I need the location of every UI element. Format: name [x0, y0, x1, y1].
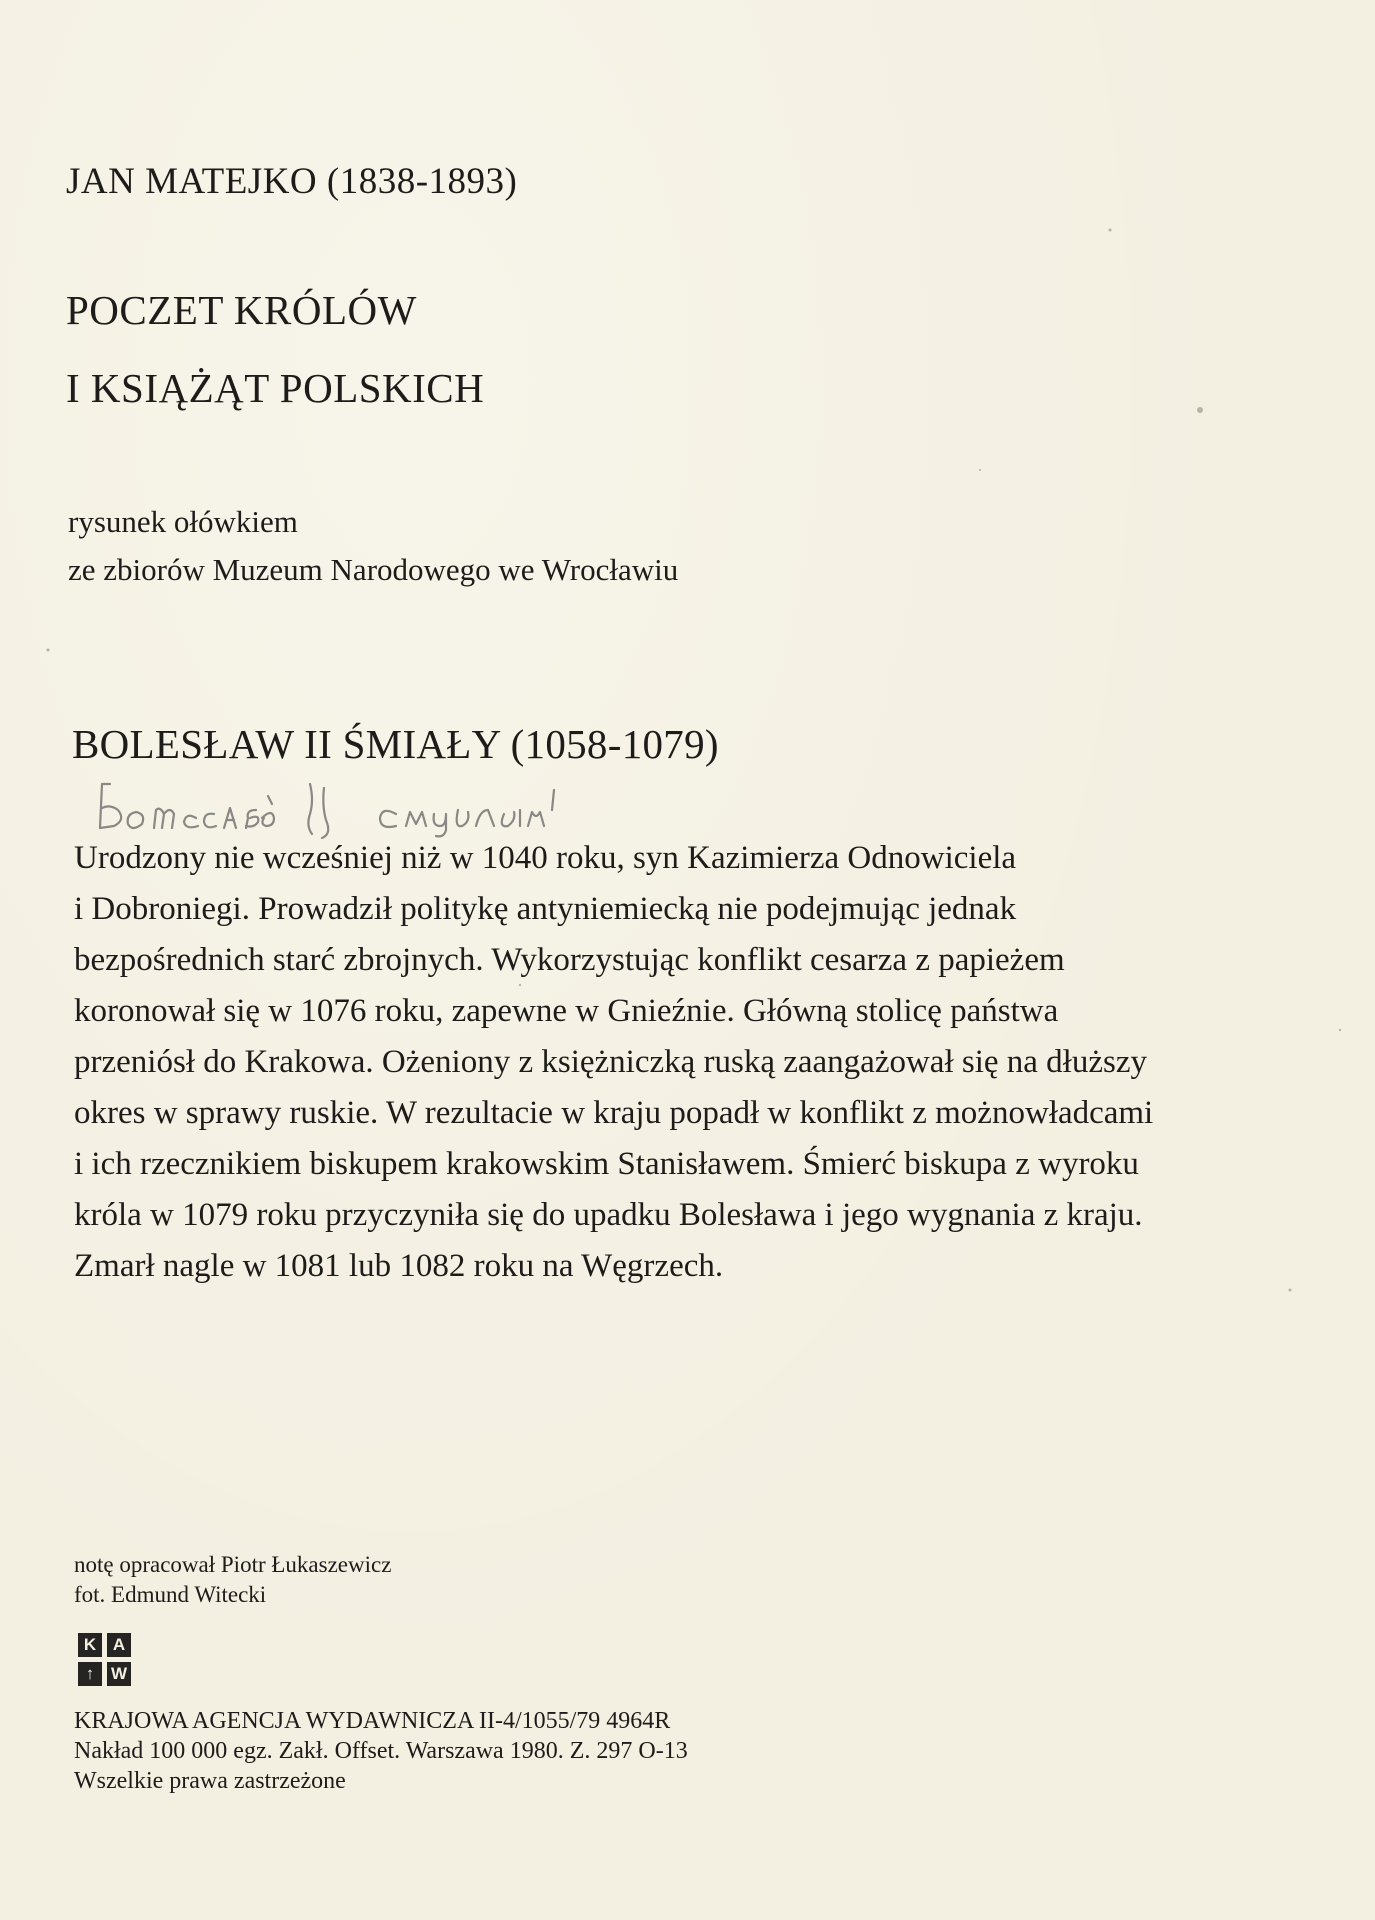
king-heading: BOLESŁAW II ŚMIAŁY (1058-1079) — [72, 721, 719, 767]
body-line: i ich rzecznikiem biskupem krakowskim Stanisławem. Śmierć biskupa z wyroku — [74, 1146, 1139, 1182]
logo-letter: W — [107, 1662, 131, 1686]
body-line: króla w 1079 roku przyczyniła się do upadku Bolesława i jego wygnania z kraju. — [74, 1197, 1143, 1233]
author-line: JAN MATEJKO (1838-1893) — [66, 161, 518, 202]
title-line-1: POCZET KRÓLÓW — [66, 287, 417, 333]
body-line: Urodzony nie wcześniej niż w 1040 roku, syn Kazimierza Odnowiciela — [74, 840, 1017, 876]
logo-letter: ↑ — [78, 1662, 102, 1686]
body-line: okres w sprawy ruskie. W rezultacie w kraju popadł w konflikt z możnowładcami — [74, 1095, 1154, 1131]
publisher-line-3: Wszelkie prawa zastrzeżone — [74, 1768, 346, 1794]
logo-letter: K — [78, 1633, 102, 1657]
publisher-logo-icon — [78, 1633, 134, 1689]
subtitle-collection: ze zbiorów Muzeum Narodowego we Wrocławiu — [68, 552, 679, 587]
photo-credit: fot. Edmund Witecki — [74, 1582, 267, 1607]
body-line: i Dobroniegi. Prowadził politykę antyniemiecką nie podejmując jednak — [74, 891, 1017, 927]
logo-letter: A — [107, 1633, 131, 1657]
body-line: Zmarł nagle w 1081 lub 1082 roku na Węgrzech. — [74, 1248, 724, 1284]
body-line: koronował się w 1076 roku, zapewne w Gnieźnie. Główną stolicę państwa — [74, 993, 1059, 1029]
publisher-info — [74, 1706, 688, 1796]
publisher-line-1: KRAJOWA AGENCJA WYDAWNICZA II-4/1055/79 4964R — [74, 1708, 671, 1734]
note-author-credit: notę opracował Piotr Łukaszewicz — [74, 1552, 392, 1577]
publisher-line-2: Nakład 100 000 egz. Zakł. Offset. Warszawa 1980. Z. 297 O-13 — [74, 1738, 688, 1764]
subtitle-medium: rysunek ołówkiem — [68, 504, 298, 539]
biography-paragraph — [74, 833, 1234, 1292]
credits — [74, 1550, 391, 1610]
title-line-2: I KSIĄŻĄT POLSKICH — [66, 365, 485, 411]
handwritten-annotation — [96, 770, 656, 840]
body-line: przeniósł do Krakowa. Ożeniony z księżniczką ruską zaangażował się na dłuższy — [74, 1044, 1147, 1080]
body-line: bezpośrednich starć zbrojnych. Wykorzystując konflikt cesarza z papieżem — [74, 942, 1065, 978]
